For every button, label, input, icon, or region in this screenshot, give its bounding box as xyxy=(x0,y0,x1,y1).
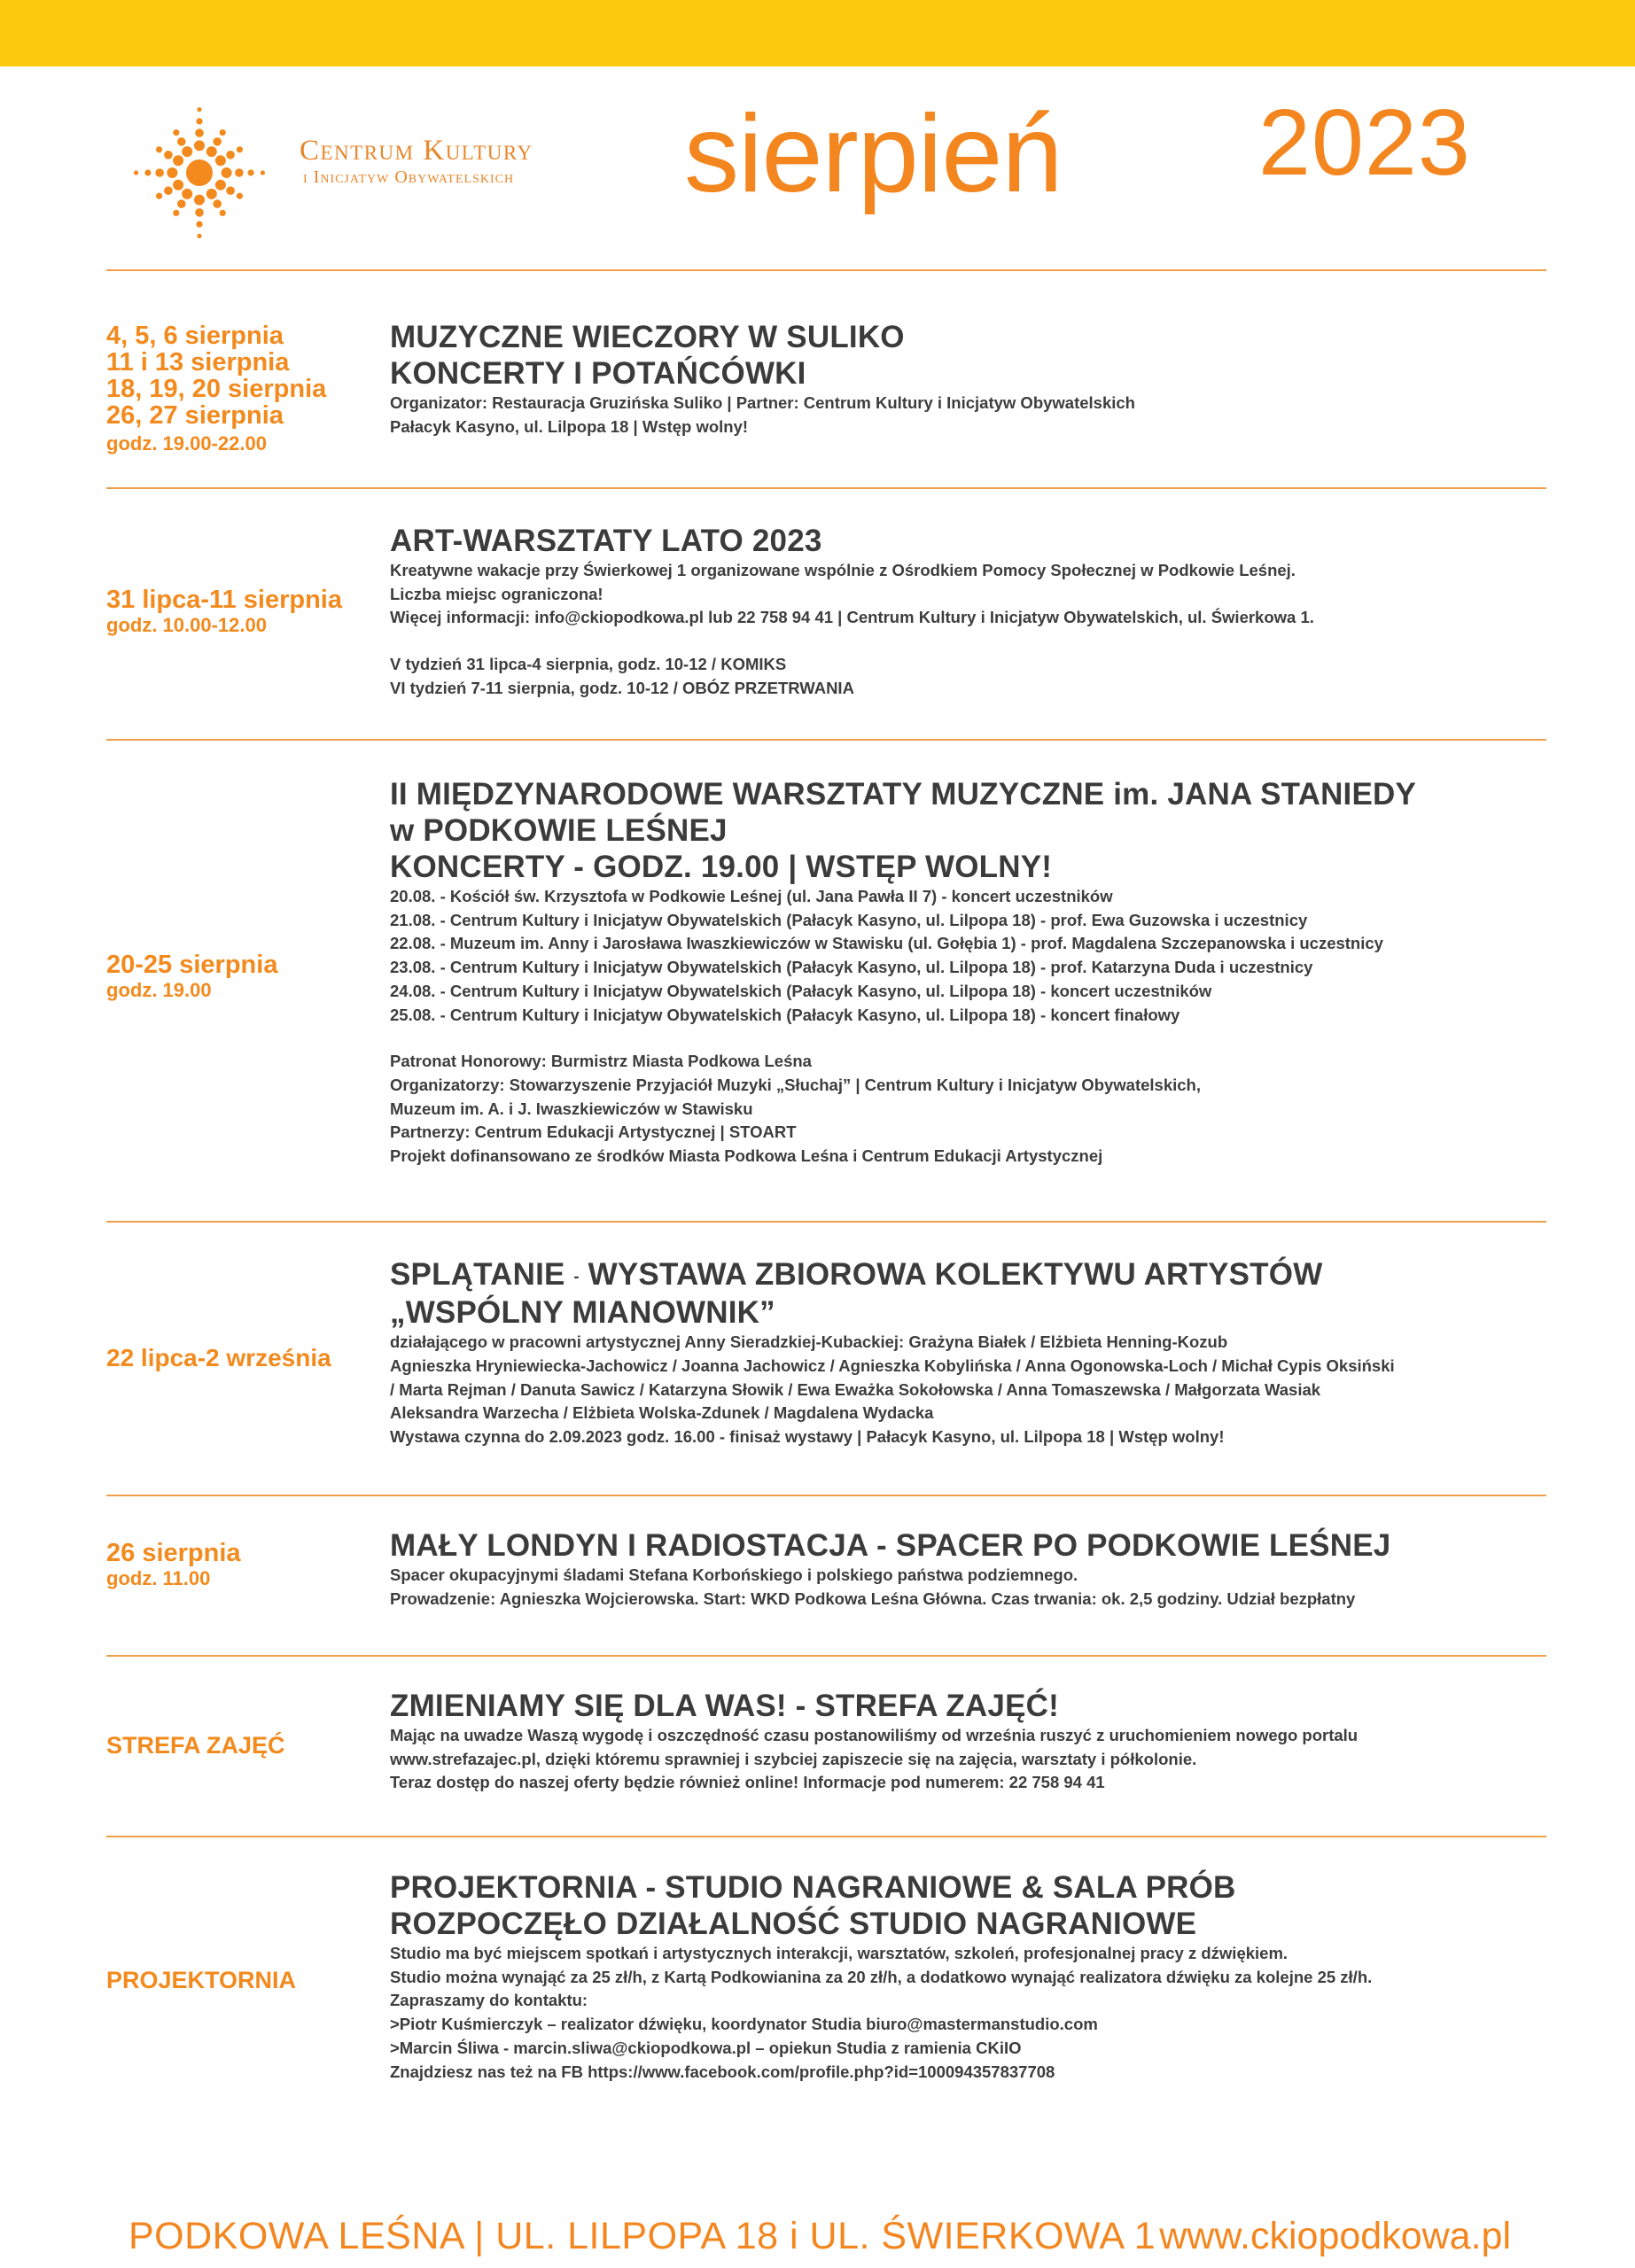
event-title: „WSPÓLNY MIANOWNIK” xyxy=(390,1295,775,1331)
event-title: KONCERTY - GODZ. 19.00 | WSTĘP WOLNY! xyxy=(390,850,1053,884)
event-title: MAŁY LONDYN I RADIOSTACJA - SPACER PO PODKOWIE LEŚNEJ xyxy=(390,1528,1391,1563)
event-line: 24.08. - Centrum Kultury i Inicjatyw Obywatelskich (Pałacyk Kasyno, ul. Lilpopa 18) - koncert uczestników xyxy=(390,981,1212,1000)
event-title: II MIĘDZYNARODOWE WARSZTATY MUZYCZNE im. JANA STANIEDY xyxy=(390,777,1417,812)
event-line: >Marcin Śliwa - marcin.sliwa@ckiopodkowa.pl – opiekun Studia z ramienia CKiIO xyxy=(390,2038,1022,2057)
event-title: w PODKOWIE LEŚNEJ xyxy=(390,813,728,848)
event-time: godz. 19.00 xyxy=(106,979,212,1001)
event-line: Organizator: Restauracja Gruzińska Suliko | Partner: Centrum Kultury i Inicjatyw Obywatelskich xyxy=(390,393,1135,412)
event-line: Studio ma być miejscem spotkań i artystycznych interakcji, warsztatów, szkoleń, profesjonalnej pracy z dźwiękiem. xyxy=(390,1944,1289,1962)
event-date: 11 i 13 sierpnia xyxy=(106,348,290,377)
event-line: Zapraszamy do kontaktu: xyxy=(390,1991,588,2010)
event-line: Pałacyk Kasyno, ul. Lilpopa 18 | Wstęp wolny! xyxy=(390,416,749,436)
event-line: Mając na uwadze Waszą wygodę i oszczędność czasu postanowiliśmy od września ruszyć z uruchomieniem nowego portalu xyxy=(390,1726,1359,1744)
event-dates xyxy=(106,322,381,456)
event-time: godz. 10.00-12.00 xyxy=(106,614,267,636)
divider xyxy=(106,1655,1546,1657)
event-line: Teraz dostęp do naszej oferty będzie również online! Informacje pod numerem: 22 758 94 41 xyxy=(390,1773,1105,1792)
event-line: Muzeum im. A. i J. Iwaszkiewiczów w Stawisku xyxy=(390,1099,753,1118)
event-line: Wystawa czynna do 2.09.2023 godz. 16.00 - finisaż wystawy | Pałacyk Kasyno, ul. Lilpopa 18 | Wstęp wolny! xyxy=(390,1427,1225,1447)
event-dates xyxy=(106,1540,381,1591)
footer-address: PODKOWA LEŚNA | UL. LILPOPA 18 i UL. ŚWIERKOWA 1 xyxy=(128,2215,1156,2257)
event-time: godz. 11.00 xyxy=(106,1567,211,1589)
event-line: Projekt dofinansowano ze środków Miasta Podkowa Leśna i Centrum Edukacji Artystycznej xyxy=(390,1146,1103,1166)
event-content xyxy=(390,1869,1551,2084)
event-content xyxy=(390,523,1551,701)
event-date: 26, 27 sierpnia xyxy=(106,401,284,430)
event-time: godz. 19.00-22.00 xyxy=(106,432,267,454)
logo-line-1: Centrum Kultury xyxy=(300,135,533,167)
logo xyxy=(124,97,603,248)
event-content xyxy=(390,776,1551,1169)
event-title: PROJEKTORNIA - STUDIO NAGRANIOWE & SALA PRÓB xyxy=(390,1870,1236,1905)
logo-text xyxy=(300,136,533,186)
event-line: Organizatorzy: Stowarzyszenie Przyjaciół Muzyki „Słuchaj” | Centrum Kultury i Inicjatyw Obywatelskich, xyxy=(390,1075,1202,1094)
event-date: 26 sierpnia xyxy=(106,1539,241,1567)
event-line: Kreatywne wakacje przy Świerkowej 1 organizowane wspólnie z Ośrodkiem Pomocy Społecznej w Podkowie Leśnej. xyxy=(390,561,1296,579)
event-title: KONCERTY I POTAŃCÓWKI xyxy=(390,356,806,391)
event-dates xyxy=(106,1345,381,1371)
event-title-part: SPLĄTANIE xyxy=(390,1257,565,1292)
event-line: >Piotr Kuśmierczyk – realizator dźwięku, koordynator Studia biuro@mastermanstudio.com xyxy=(390,2015,1098,2034)
event-line: Partnerzy: Centrum Edukacji Artystycznej | STOART xyxy=(390,1122,797,1142)
event-line: Patronat Honorowy: Burmistrz Miasta Podkowa Leśna xyxy=(390,1052,812,1071)
event-line: Prowadzenie: Agnieszka Wojcierowska. Start: WKD Podkowa Leśna Główna. Czas trwania: ok. 2,5 godziny. Udział bezpłatny xyxy=(390,1588,1356,1608)
event-line: Studio można wynająć za 25 zł/h, z Kartą Podkowianina za 20 zł/h, a dodatkowo wynająć realizatora dźwięku za kolejne 25 zł/h. xyxy=(390,1967,1373,1986)
event-line: 25.08. - Centrum Kultury i Inicjatyw Obywatelskich (Pałacyk Kasyno, ul. Lilpopa 18) - koncert finałowy xyxy=(390,1005,1180,1024)
event-title: MUZYCZNE WIECZORY W SULIKO xyxy=(390,320,905,354)
event-line: 22.08. - Muzeum im. Anny i Jarosława Iwaszkiewiczów w Stawisku (ul. Gołębia 1) - prof. Magdalena Szczepanowska i uczestnicy xyxy=(390,934,1383,953)
event-title: ROZPOCZĘŁO DZIAŁALNOŚĆ STUDIO NAGRANIOWE xyxy=(390,1907,1197,1941)
divider xyxy=(106,1221,1546,1223)
event-line: 20.08. - Kościół św. Krzysztofa w Podkowie Leśnej (ul. Jana Pawła II 7) - koncert uczestników xyxy=(390,887,1113,905)
divider xyxy=(106,487,1546,489)
event-line: Agnieszka Hryniewiecka-Jachowicz / Joanna Jachowicz / Agnieszka Kobylińska / Anna Ogonowska-Loch / Michał Cypis Oksiński xyxy=(390,1355,1395,1375)
event-dates xyxy=(106,586,381,638)
divider xyxy=(106,1836,1546,1837)
event-line: / Marta Rejman / Danuta Sawicz / Katarzyna Słowik / Ewa Eważka Sokołowska / Anna Tomaszewska / Małgorzata Wasiak xyxy=(390,1379,1321,1399)
event-content xyxy=(390,1256,1551,1449)
month-title: sierpień xyxy=(684,93,1063,215)
event-date: 20-25 sierpnia xyxy=(106,951,278,979)
event-date: STREFA ZAJĘĆ xyxy=(106,1732,285,1759)
event-title: ART-WARSZTATY LATO 2023 xyxy=(390,524,822,558)
event-line: działającego w pracowni artystycznej Anny Sieradzkiej-Kubackiej: Grażyna Białek / Elżbieta Henning-Kozub xyxy=(390,1332,1228,1352)
event-date: 22 lipca-2 września xyxy=(106,1344,331,1371)
event-line: Znajdziesz nas też na FB https://www.facebook.com/profile.php?id=100094357837708 xyxy=(390,2062,1055,2081)
event-date: PROJEKTORNIA xyxy=(106,1967,297,1993)
event-line: Spacer okupacyjnymi śladami Stefana Korbońskiego i polskiego państwa podziemnego. xyxy=(390,1565,1078,1584)
event-title-part: WYSTAWA ZBIOROWA KOLEKTYWU ARTYSTÓW xyxy=(588,1257,1323,1292)
event-line: Więcej informacji: info@ckiopodkowa.pl lub 22 758 94 41 | Centrum Kultury i Inicjatyw Obywatelskich, ul. Świerkowa 1. xyxy=(390,608,1314,627)
logo-line-2: i Inicjatyw Obywatelskich xyxy=(303,167,515,187)
event-line: 21.08. - Centrum Kultury i Inicjatyw Obywatelskich (Pałacyk Kasyno, ul. Lilpopa 18) - prof. Ewa Guzowska i uczestnicy xyxy=(390,910,1308,929)
event-title: ZMIENIAMY SIĘ DLA WAS! - STREFA ZAJĘĆ! xyxy=(390,1689,1059,1723)
event-dates xyxy=(106,1967,381,1993)
event-line: Aleksandra Warzecha / Elżbieta Wolska-Zdunek / Magdalena Wydacka xyxy=(390,1403,934,1423)
top-yellow-bar xyxy=(0,0,1635,66)
event-content xyxy=(390,319,1551,439)
footer-website-link[interactable]: www.ckiopodkowa.pl xyxy=(1159,2215,1511,2257)
event-line: www.strefazajec.pl, dzięki któremu sprawniej i szybciej zapiszecie się na zajęcia, warsztaty i półkolonie. xyxy=(390,1749,1197,1768)
event-date: 18, 19, 20 sierpnia xyxy=(106,375,327,403)
event-date: 31 lipca-11 sierpnia xyxy=(106,586,342,614)
sun-dots-icon xyxy=(124,97,284,248)
event-title: SPLĄTANIE - WYSTAWA ZBIOROWA KOLEKTYWU ARTYSTÓW xyxy=(390,1257,1323,1292)
event-line: V tydzień 31 lipca-4 sierpnia, godz. 10-12 / KOMIKS xyxy=(390,655,787,674)
divider xyxy=(106,739,1546,741)
event-content xyxy=(390,1527,1551,1611)
event-line: 23.08. - Centrum Kultury i Inicjatyw Obywatelskich (Pałacyk Kasyno, ul. Lilpopa 18) - prof. Katarzyna Duda i uczestnicy xyxy=(390,958,1313,977)
year-title: 2023 xyxy=(1258,90,1471,195)
event-line: VI tydzień 7-11 sierpnia, godz. 10-12 / OBÓZ PRZETRWANIA xyxy=(390,678,854,697)
event-date: 4, 5, 6 sierpnia xyxy=(106,322,284,350)
event-content xyxy=(390,1688,1551,1795)
divider xyxy=(106,1495,1546,1496)
event-line: Liczba miejsc ograniczona! xyxy=(390,584,603,603)
event-dates xyxy=(106,951,381,1003)
event-dates xyxy=(106,1732,381,1759)
divider xyxy=(106,269,1546,271)
footer xyxy=(128,2215,1511,2257)
